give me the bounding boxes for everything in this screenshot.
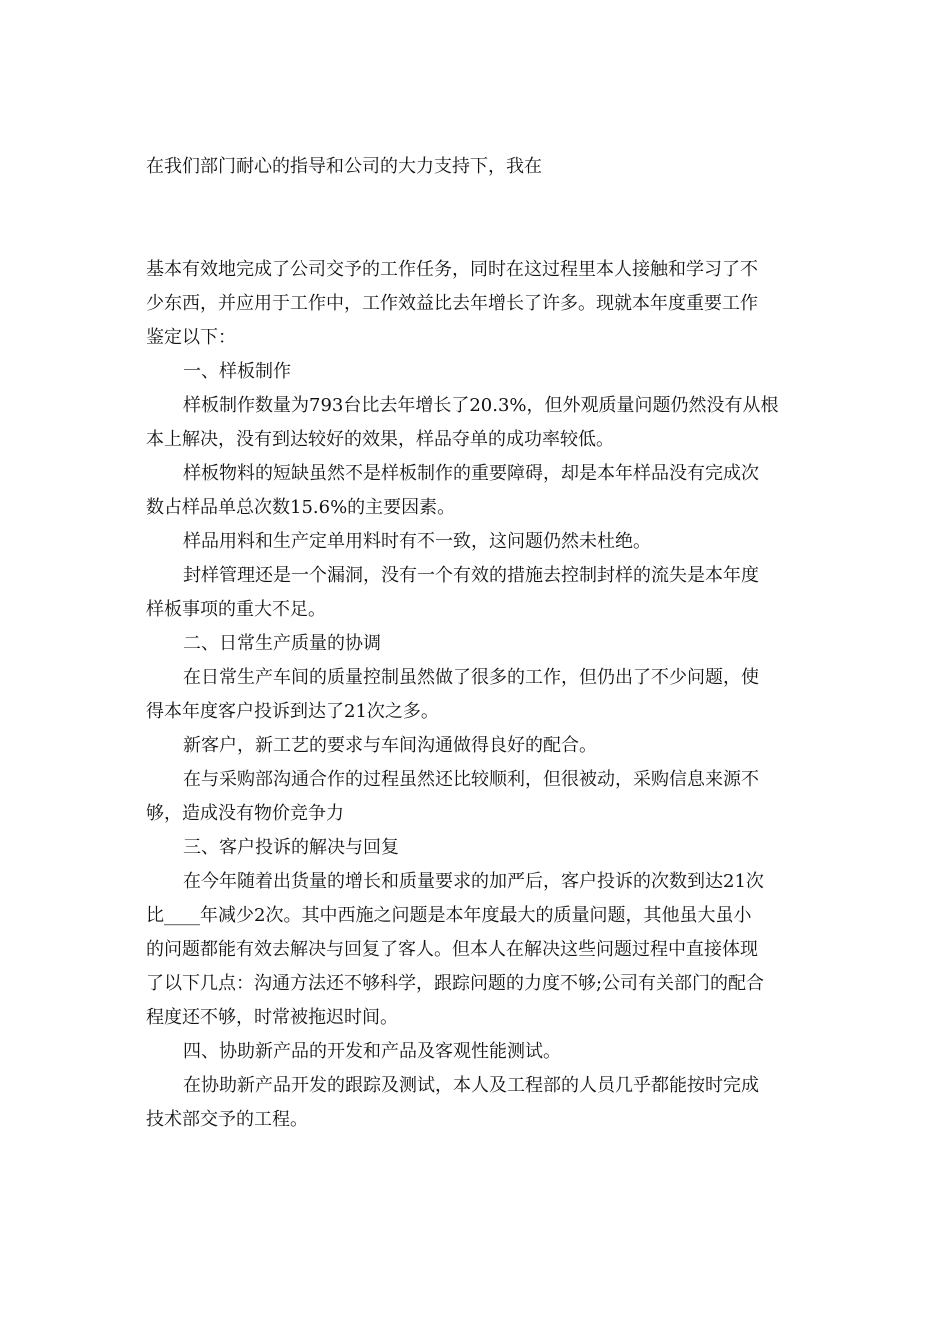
section-heading: 一、样板制作 (183, 361, 291, 382)
intro-text-line: 鉴定以下： (146, 327, 236, 348)
paragraph-line: 样品用料和生产定单用料时有不一致，这问题仍然未杜绝。 (183, 531, 651, 552)
paragraph-line: 在日常生产车间的质量控制虽然做了很多的工作，但仍出了不少问题，使 (183, 667, 759, 688)
section-heading: 三、客户投诉的解决与回复 (183, 837, 399, 858)
paragraph-line: 本上解决，没有到达较好的效果，样品夺单的成功率较低。 (146, 429, 614, 450)
intro-text-line: 少东西，并应用于工作中，工作效益比去年增长了许多。现就本年度重要工作 (146, 293, 758, 314)
paragraph-line: 在协助新产品开发的跟踪及测试，本人及工程部的人员几乎都能按时完成 (183, 1075, 759, 1096)
paragraph-line: 在今年随着出货量的增长和质量要求的加严后，客户投诉的次数到达21次 (183, 871, 764, 892)
paragraph-line: 样板制作数量为793台比去年增长了20.3%，但外观质量问题仍然没有从根 (183, 395, 779, 416)
intro-text-line: 基本有效地完成了公司交予的工作任务，同时在这过程里本人接触和学习了不 (146, 259, 758, 280)
paragraph-line: 了以下几点：沟通方法还不够科学，跟踪问题的力度不够;公司有关部门的配合 (146, 973, 765, 994)
paragraph-line: 样板事项的重大不足。 (146, 599, 326, 620)
section-heading: 二、日常生产质量的协调 (183, 633, 381, 654)
intro-line: 在我们部门耐心的指导和公司的大力支持下，我在 (146, 156, 542, 177)
document-page (146, 150, 810, 1137)
paragraph-line: 数占样品单总次数15.6%的主要因素。 (146, 497, 456, 518)
paragraph-line: 在与采购部沟通合作的过程虽然还比较顺利，但很被动，采购信息来源不 (183, 769, 759, 790)
paragraph-line: 新客户，新工艺的要求与车间沟通做得良好的配合。 (183, 735, 597, 756)
paragraph-line: 得本年度客户投诉到达了21次之多。 (146, 701, 439, 722)
document-body (146, 355, 810, 1137)
paragraph-line: 封样管理还是一个漏洞，没有一个有效的措施去控制封样的流失是本年度 (183, 565, 759, 586)
intro-paragraph (146, 253, 810, 355)
paragraph-line: 比____年减少2次。其中西施之问题是本年度最大的质量问题，其他虽大虽小 (146, 905, 752, 926)
paragraph-line: 技术部交予的工程。 (146, 1109, 308, 1130)
paragraph-line: 程度还不够，时常被拖迟时间。 (146, 1007, 398, 1028)
paragraph-line: 够，造成没有物价竞争力 (146, 803, 344, 824)
paragraph-line: 的问题都能有效去解决与回复了客人。但本人在解决这些问题过程中直接体现 (146, 939, 758, 960)
paragraph-line: 样板物料的短缺虽然不是样板制作的重要障碍，却是本年样品没有完成次 (183, 463, 759, 484)
section-heading: 四、协助新产品的开发和产品及客观性能测试。 (183, 1041, 561, 1062)
